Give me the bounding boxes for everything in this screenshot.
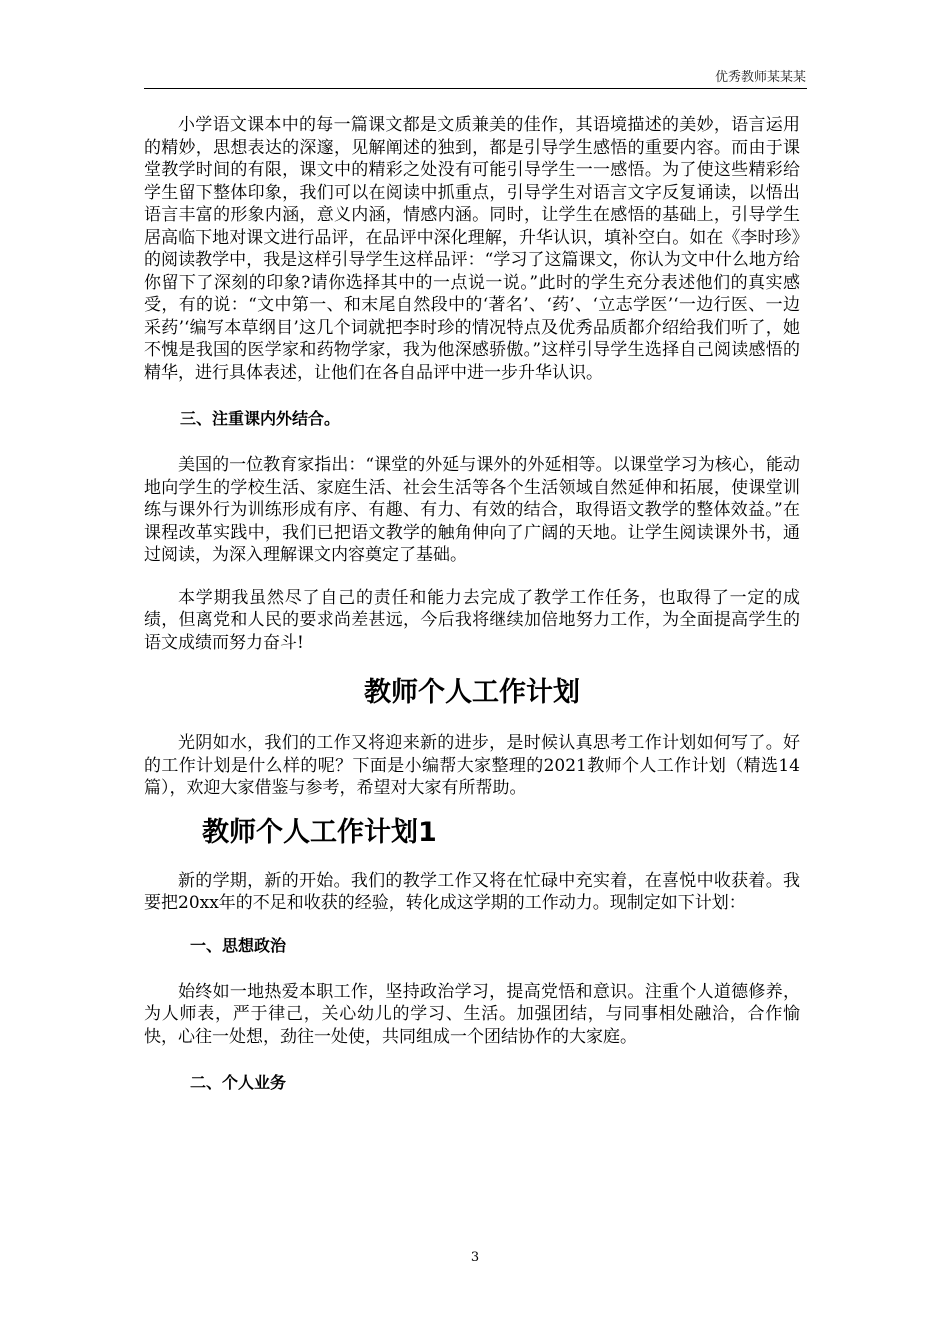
section-heading-three: 三、注重课内外结合。 [180, 409, 341, 428]
paragraph-appreciation: 小学语文课本中的每一篇课文都是文质兼美的佳作，其语境描述的美妙，语言运用的精妙，思想表达的深邃，见解阐述的独到，都是引导学生感悟的重要内容。而由于课堂教学时间的有限，课文中的精彩之处没有可能引导学生一一感悟。为了使这些精彩给学生留下整体印象，我们可以在阅读中抓重点，引导学生对语言文字反复诵读，以悟出语言丰富的形象内涵，意义内涵，情感内涵。同时，让学生在感悟的基础上，引导学生居高临下地对课文进行品评，在品评中深化理解，升华认识，填补空白。如在《李时珍》的阅读教学中，我是这样引导学生这样品评：“学习了这篇课文，你认为文中什么地方给你留下了深刻的印象?请你选择其中的一点说一说。”此时的学生充分表述他们的真实感受，有的说：“文中第一、和末尾自然段中的‘著名’、‘药’、‘立志学医’‘一边行医、一边采药’‘编写本草纲目’这几个词就把李时珍的情况特点及优秀品质都介绍给我们听了，她不愧是我国的医学家和药物学家，我为他深感骄傲。”这样引导学生选择自己阅读感悟的精华，进行具体表述，让他们在各自品评中进一步升华认识。 [144, 115, 800, 383]
paragraph-conclusion: 本学期我虽然尽了自己的责任和能力去完成了教学工作任务，也取得了一定的成绩，但离党和人民的要求尚差甚远，今后我将继续加倍地努力工作，为全面提高学生的语文成绩而努力奋斗! [144, 587, 800, 653]
section-heading-politics: 一、思想政治 [190, 935, 287, 955]
paragraph-politics: 始终如一地热爱本职工作，坚持政治学习，提高党悟和意识。注重个人道德修养，为人师表，严于律己，关心幼儿的学习、生活。加强团结，与同事相处融洽，合作愉快，心往一处想，劲往一处使，共同组成一个团结协作的大家庭。 [144, 981, 800, 1047]
header-rule [144, 88, 807, 89]
header-author: 优秀教师某某某 [714, 70, 806, 85]
paragraph-intro: 光阴如水，我们的工作又将迎来新的进步，是时候认真思考工作计划如何写了。好的工作计划是什么样的呢？下面是小编帮大家整理的2021教师个人工作计划（精选14篇），欢迎大家借鉴与参考，希望对大家有所帮助。 [144, 733, 800, 798]
section-heading-business: 二、个人业务 [190, 1073, 287, 1092]
document-body [144, 114, 800, 1118]
paragraph-new-term: 新的学期，新的开始。我们的教学工作又将在忙碌中充实着，在喜悦中收获着。我要把20xx年的不足和收获的经验，转化成这学期的工作动力。现制定如下计划： [144, 870, 800, 913]
main-title: 教师个人工作计划 [364, 677, 580, 708]
page-number: 3 [470, 1250, 480, 1265]
sub-title: 教师个人工作计划1 [202, 816, 437, 848]
paragraph-extension: 美国的一位教育家指出：“课堂的外延与课外的外延相等。以课堂学习为核心，能动地向学生的学校生活、家庭生活、社会生活等各个生活领域自然延伸和拓展，使课堂训练与课外行为训练形成有序、有趣、有力、有效的结合，取得语文教学的整体效益。”在课程改革实践中，我们已把语文教学的触角伸向了广阔的天地。让学生阅读课外书，通过阅读，为深入理解课文内容奠定了基础。 [144, 455, 800, 565]
